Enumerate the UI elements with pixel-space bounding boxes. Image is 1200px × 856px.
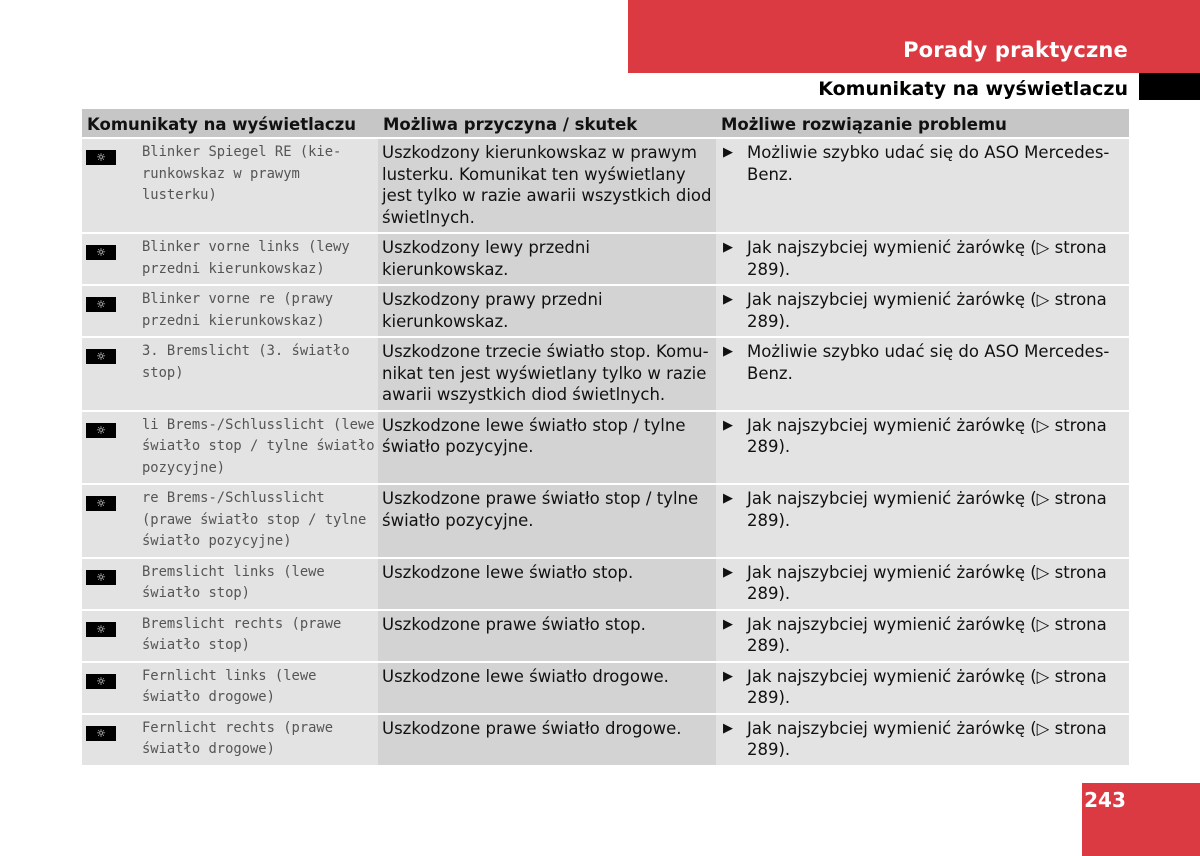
- remedy-text: Jak najszybciej wymienić żarówkę (▷ strona 289).: [747, 290, 1107, 331]
- table-row: [82, 485, 1129, 559]
- cause-text: Uszkodzone trzecie światło stop. Komu-nikat ten jest wyświetlany tylko w razie awarii wszystkich diod świetlnych.: [378, 338, 716, 412]
- bulb-warning-icon: ☼: [86, 674, 116, 689]
- remedy-cell: [716, 559, 1129, 611]
- display-message: Fernlicht links (lewe światło drogowe): [138, 663, 378, 715]
- icon-cell: [82, 663, 138, 715]
- icon-cell: [82, 715, 138, 767]
- table-header-row: [82, 109, 1129, 139]
- bullet-arrow-icon: ▶: [723, 344, 733, 359]
- cause-text: Uszkodzone prawe światło stop.: [378, 611, 716, 663]
- remedy-cell: [716, 611, 1129, 663]
- remedy-cell: [716, 338, 1129, 412]
- remedy-cell: [716, 485, 1129, 559]
- bullet-arrow-icon: ▶: [723, 616, 733, 632]
- cause-text: Uszkodzone lewe światło stop / tylne światło pozycyjne.: [378, 412, 716, 486]
- bulb-warning-icon: ☼: [86, 570, 116, 585]
- bullet-arrow-icon: ▶: [723, 564, 733, 580]
- display-message: Fernlicht rechts (prawe światło drogowe): [138, 715, 378, 767]
- table-row: [82, 412, 1129, 486]
- display-message: Bremslicht rechts (prawe światło stop): [138, 611, 378, 663]
- subsection-title: Komunikaty na wyświetlaczu: [818, 78, 1128, 100]
- bulb-warning-icon: ☼: [86, 150, 116, 165]
- column-header-cause: Możliwa przyczyna / skutek: [378, 109, 716, 139]
- table-row: [82, 663, 1129, 715]
- table-row: [82, 715, 1129, 767]
- cause-text: Uszkodzone lewe światło stop.: [378, 559, 716, 611]
- remedy-text: Możliwie szybko udać się do ASO Mercedes-Benz.: [747, 342, 1110, 383]
- icon-cell: [82, 485, 138, 559]
- cause-text: Uszkodzone prawe światło stop / tylne światło pozycyjne.: [378, 485, 716, 559]
- icon-cell: [82, 412, 138, 486]
- table-row: [82, 611, 1129, 663]
- icon-cell: [82, 559, 138, 611]
- remedy-cell: [716, 139, 1129, 234]
- bullet-arrow-icon: ▶: [723, 491, 733, 506]
- bullet-arrow-icon: ▶: [723, 417, 733, 433]
- remedy-cell: [716, 715, 1129, 767]
- table-row: [82, 338, 1129, 412]
- icon-cell: [82, 611, 138, 663]
- column-header-messages: Komunikaty na wyświetlaczu: [82, 109, 378, 139]
- display-message: Bremslicht links (lewe światło stop): [138, 559, 378, 611]
- bulb-warning-icon: ☼: [86, 726, 116, 741]
- bullet-arrow-icon: ▶: [723, 668, 733, 684]
- table-row: [82, 234, 1129, 286]
- cause-text: Uszkodzony prawy przedni kierunkowskaz.: [378, 286, 716, 338]
- remedy-text: Jak najszybciej wymienić żarówkę (▷ strona 289).: [747, 415, 1107, 456]
- bulb-warning-icon: ☼: [86, 349, 116, 364]
- cause-text: Uszkodzony kierunkowskaz w prawym lusterku. Komunikat ten wyświetlany jest tylko w razie awarii wszystkich diod świetlnych.: [378, 139, 716, 234]
- remedy-text: Jak najszybciej wymienić żarówkę (▷ strona 289).: [747, 562, 1107, 603]
- remedy-cell: [716, 412, 1129, 486]
- table-row: [82, 139, 1129, 234]
- table-body: [82, 139, 1129, 767]
- cause-text: Uszkodzone prawe światło drogowe.: [378, 715, 716, 767]
- remedy-cell: [716, 286, 1129, 338]
- subsection-marker-bar: [1139, 73, 1200, 100]
- remedy-text: Możliwie szybko udać się do ASO Mercedes-Benz.: [747, 143, 1110, 184]
- remedy-text: Jak najszybciej wymienić żarówkę (▷ strona 289).: [747, 614, 1107, 655]
- icon-cell: [82, 139, 138, 234]
- remedy-cell: [716, 663, 1129, 715]
- bulb-warning-icon: ☼: [86, 423, 116, 438]
- table-row: [82, 559, 1129, 611]
- bullet-arrow-icon: ▶: [723, 720, 733, 736]
- remedy-text: Jak najszybciej wymienić żarówkę (▷ strona 289).: [747, 718, 1107, 759]
- table-row: [82, 286, 1129, 338]
- remedy-text: Jak najszybciej wymienić żarówkę (▷ strona 289).: [747, 666, 1107, 707]
- section-banner: [628, 0, 1200, 73]
- section-title: Porady praktyczne: [903, 38, 1128, 62]
- bulb-warning-icon: ☼: [86, 297, 116, 312]
- display-message: re Brems-/Schlusslicht (prawe światło stop / tylne światło pozycyjne): [138, 485, 378, 559]
- icon-cell: [82, 234, 138, 286]
- remedy-cell: [716, 234, 1129, 286]
- display-message: Blinker vorne re (prawy przedni kierunkowskaz): [138, 286, 378, 338]
- icon-cell: [82, 286, 138, 338]
- cause-text: Uszkodzony lewy przedni kierunkowskaz.: [378, 234, 716, 286]
- messages-table: [82, 109, 1129, 767]
- display-message: Blinker vorne links (lewy przedni kierunkowskaz): [138, 234, 378, 286]
- icon-cell: [82, 338, 138, 412]
- page-number: 243: [1084, 788, 1126, 812]
- bullet-arrow-icon: ▶: [723, 145, 733, 160]
- remedy-text: Jak najszybciej wymienić żarówkę (▷ strona 289).: [747, 489, 1107, 530]
- display-message: Blinker Spiegel RE (kie-runkowskaz w prawym lusterku): [138, 139, 378, 234]
- cause-text: Uszkodzone lewe światło drogowe.: [378, 663, 716, 715]
- remedy-text: Jak najszybciej wymienić żarówkę (▷ strona 289).: [747, 238, 1107, 279]
- display-message: li Brems-/Schlusslicht (lewe światło stop / tylne światło pozycyjne): [138, 412, 378, 486]
- bulb-warning-icon: ☼: [86, 245, 116, 260]
- bullet-arrow-icon: ▶: [723, 240, 733, 255]
- display-message: 3. Bremslicht (3. światło stop): [138, 338, 378, 412]
- bulb-warning-icon: ☼: [86, 622, 116, 637]
- bulb-warning-icon: ☼: [86, 496, 116, 511]
- column-header-remedy: Możliwe rozwiązanie problemu: [716, 109, 1129, 139]
- bullet-arrow-icon: ▶: [723, 292, 733, 307]
